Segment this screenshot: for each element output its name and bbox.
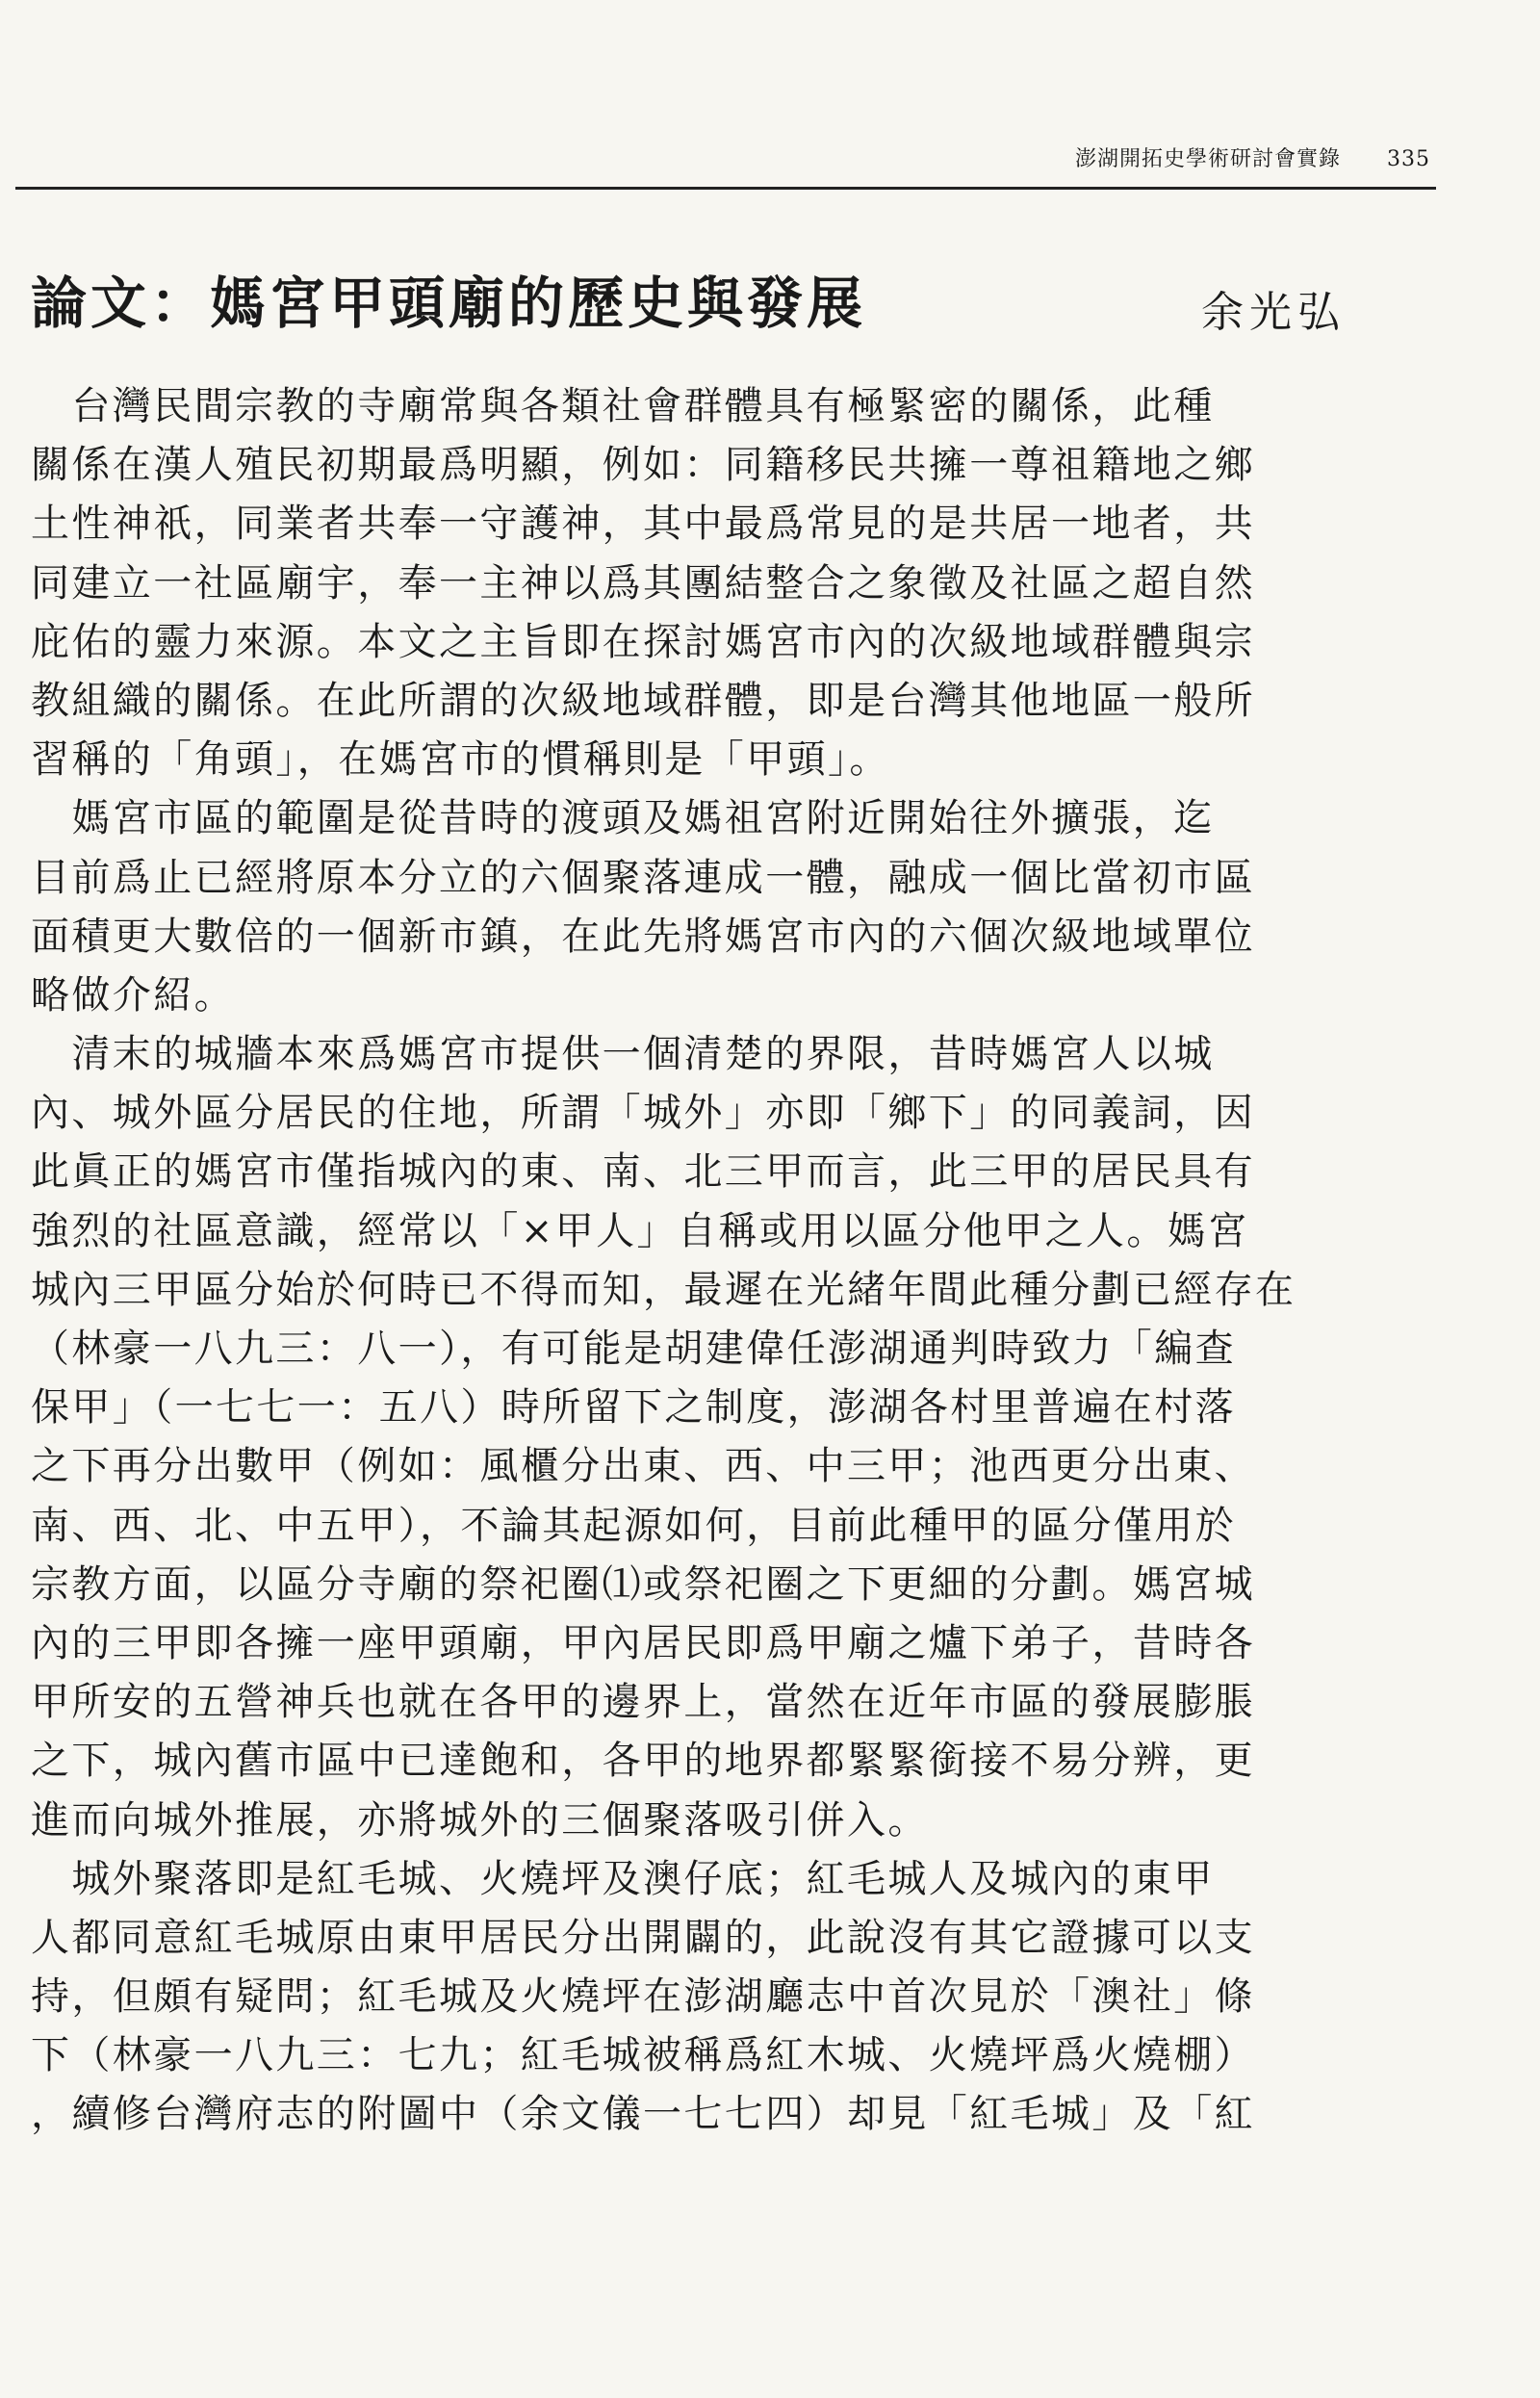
text-line: 南、西、北、中五甲），不論其起源如何，目前此種甲的區分僅用於 [31,1503,1236,1548]
author-name: 余光弘 [1201,288,1346,337]
running-head [15,142,1430,172]
text-line: 關係在漢人殖民初期最爲明顯，例如：同籍移民共擁一尊祖籍地之鄉 [31,443,1255,488]
text-line: 內的三甲即各擁一座甲頭廟，甲內居民即爲甲廟之爐下弟子，昔時各 [31,1620,1255,1665]
text-line: 同建立一社區廟宇，奉一主神以爲其團結整合之象徵及社區之超自然 [31,560,1255,606]
text-line: 城內三甲區分始於何時已不得而知，最遲在光緒年間此種分劃已經存在 [31,1267,1296,1312]
text-line: 下（林豪一八九三：七九；紅毛城被稱爲紅木城、火燒坪爲火燒棚） [31,2033,1255,2078]
text-line: 進而向城外推展，亦將城外的三個聚落吸引併入。 [31,1797,929,1843]
text-line: 台灣民間宗教的寺廟常與各類社會群體具有極緊密的關係，此種 [31,384,1215,428]
text-line: 目前爲止已經將原本分立的六個聚落連成一體，融成一個比當初市區 [31,855,1255,900]
text-line: 庇佑的靈力來源。本文之主旨即在探討媽宮市內的次級地域群體與宗 [31,619,1255,664]
text-line: 面積更大數倍的一個新市鎮，在此先將媽宮市內的六個次級地域單位 [31,914,1255,959]
text-line: 持，但頗有疑問；紅毛城及火燒坪在澎湖廳志中首次見於「澳社」條 [31,1974,1255,2020]
text-line: 之下再分出數甲（例如：風櫃分出東、西、中三甲；池西更分出東、 [31,1444,1255,1489]
text-line: 清末的城牆本來爲媽宮市提供一個清楚的界限，昔時媽宮人以城 [31,1032,1215,1077]
text-line: 宗教方面，以區分寺廟的祭祀圈⑴或祭祀圈之下更細的分劃。媽宮城 [31,1561,1255,1607]
text-line: 內、城外區分居民的住地，所謂「城外」亦即「鄉下」的同義詞，因 [31,1091,1255,1136]
body-text [31,377,1412,2145]
text-line: （林豪一八九三：八一），有可能是胡建偉任澎湖通判時致力「編查 [31,1327,1236,1371]
article-title: 論文：媽宮甲頭廟的歷史與發展 [31,271,867,336]
text-line: 習稱的「角頭」，在媽宮市的慣稱則是「甲頭」。 [31,737,890,783]
text-line: 之下，城內舊市區中已達飽和，各甲的地界都緊緊銜接不易分辨，更 [31,1739,1255,1784]
text-line: 強烈的社區意識，經常以「×甲人」自稱或用以區分他甲之人。媽宮 [31,1208,1249,1253]
page-number: 335 [1387,147,1430,171]
text-line: 此眞正的媽宮市僅指城內的東、南、北三甲而言，此三甲的居民具有 [31,1149,1255,1195]
text-line: 略做介紹。 [31,972,235,1018]
journal-title: 澎湖開拓史學術研討會實錄 [1074,147,1341,171]
text-line: 教組織的關係。在此所謂的次級地域群體，即是台灣其他地區一般所 [31,678,1255,723]
text-line: 土性神祇，同業者共奉一守護神，其中最爲常見的是共居一地者，共 [31,502,1255,547]
text-line: 人都同意紅毛城原由東甲居民分出開闢的，此說沒有其它證據可以支 [31,1915,1255,1960]
text-line: 保甲」（一七七一：五八）時所留下之制度，澎湖各村里普遍在村落 [31,1385,1236,1431]
text-line: 甲所安的五營神兵也就在各甲的邊界上，當然在近年市區的發展膨脹 [31,1680,1255,1725]
text-line: 媽宮市區的範圍是從昔時的渡頭及媽祖宮附近開始往外擴張，迄 [31,796,1215,841]
text-line: 城外聚落即是紅毛城、火燒坪及澳仔底；紅毛城人及城內的東甲 [31,1856,1215,1901]
header-rule [15,187,1436,190]
text-line: ，續修台灣府志的附圖中（余文儀一七七四）却見「紅毛城」及「紅 [31,2092,1255,2137]
